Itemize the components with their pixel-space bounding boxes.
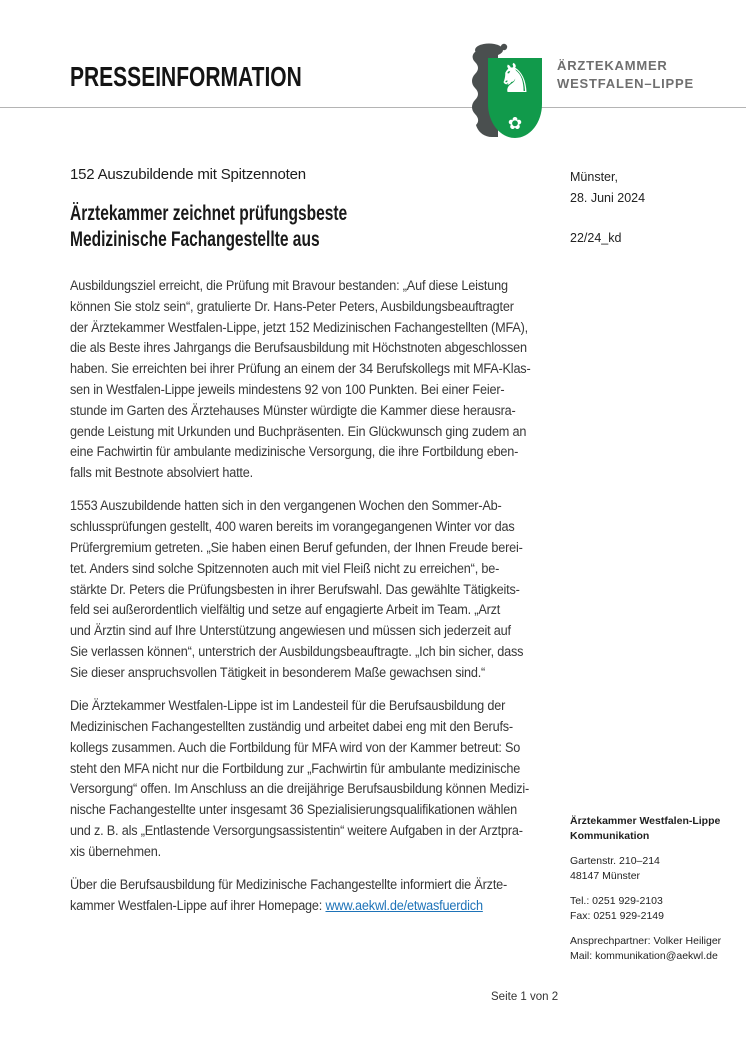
- paragraph: [70, 496, 559, 683]
- kicker: 152 Auszubildende mit Spitzennoten: [70, 166, 306, 183]
- text-line: eine Fachwirtin für ambulante medizinische Versorgung, die ihre Fortbildung eben-: [70, 444, 519, 460]
- westphalian-horse-icon: ♞: [497, 56, 533, 102]
- text-line: Die Ärztekammer Westfalen-Lippe ist im Landesteil für die Berufsausbildung der: [70, 698, 506, 714]
- text-line: xis übernehmen.: [70, 843, 162, 859]
- contact-phone: [570, 894, 721, 924]
- contact-org-line2: Kommunikation: [570, 830, 650, 842]
- contact-person: Ansprechpartner: Volker Heiliger: [570, 935, 722, 947]
- text-line: haben. Sie erreichten bei ihrer Prüfung an einem der 34 Berufskollegs mit MFA-Klas-: [70, 361, 531, 377]
- text-line: die als Beste ihres Jahrgangs die Berufsausbildung mit Höchstnoten abgeschlossen: [70, 340, 527, 356]
- text-line: Sie verlassen können“, unterstrich der Ausbildungsbeauftragte. „Ich bin sicher, dass: [70, 644, 524, 660]
- closing-prefix: kammer Westfalen-Lippe auf ihrer Homepage:: [70, 897, 326, 913]
- contact-person-group: [570, 934, 721, 964]
- text-line: [70, 896, 559, 917]
- dateline-date: 28. Juni 2024: [570, 191, 646, 205]
- text-line: steht den MFA nicht nur die Fortbildung zur „Fachwirtin für ambulante medizinische: [70, 760, 521, 776]
- text-line: tet. Anders sind solche Spitzennoten auch mit viel Fleiß nicht zu erreichen“, be-: [70, 560, 500, 576]
- text-line: kollegs zusammen. Auch die Fortbildung für MFA wird von der Kammer betreut: So: [70, 739, 521, 755]
- article-body: [70, 276, 559, 917]
- closing-paragraph: [70, 875, 559, 917]
- homepage-link[interactable]: www.aekwl.de/etwasfuerdich: [325, 897, 483, 913]
- text-line: Ausbildungsziel erreicht, die Prüfung mit Bravour bestanden: „Auf diese Leistung: [70, 278, 508, 293]
- text-line: nische Fachangestellte unter insgesamt 36 Spezialisierungsqualifikationen wählen: [70, 802, 518, 818]
- contact-org: [570, 814, 721, 844]
- headline: [70, 201, 347, 253]
- text-line: und Ärztin sind auf Ihre Unterstützung angewiesen und müssen sich jederzeit auf: [70, 623, 511, 639]
- text-line: und z. B. als „Entlastende Versorgungsassistentin“ weitere Aufgaben in der Arztpra-: [70, 822, 523, 838]
- dateline-block: [570, 167, 645, 249]
- text-line: schlussprüfungen gestellt, 400 waren bereits im vorangegangenen Winter vor das: [70, 519, 515, 535]
- text-line: der Ärztekammer Westfalen-Lippe, jetzt 152 Medizinischen Fachangestellten (MFA),: [70, 319, 529, 335]
- coat-of-arms-shield: [488, 58, 542, 138]
- contact-city: 48147 Münster: [570, 870, 641, 882]
- text-line: sen in Westfalen-Lippe jeweils mindestens 92 von 100 Punkten. Bei einer Feier-: [70, 381, 505, 397]
- headline-line1: Ärztekammer zeichnet prüfungsbeste: [70, 202, 348, 225]
- text-line: Medizinischen Fachangestellten zuständig und arbeitet dabei eng mit den Berufs-: [70, 718, 513, 734]
- page-title: PRESSEINFORMATION: [70, 61, 302, 92]
- text-line: stunde im Garten des Ärztehauses Münster würdigte die Kammer diese herausra-: [70, 402, 516, 418]
- org-name-line1: ÄRZTEKAMMER: [557, 58, 668, 73]
- contact-street: Gartenstr. 210–214: [570, 855, 660, 867]
- text-line: können Sie stolz sein“, gratulierte Dr. Hans-Peter Peters, Ausbildungsbeauftragter: [70, 298, 514, 314]
- contact-mail: Mail: kommunikation@aekwl.de: [570, 950, 718, 962]
- dateline-city: Münster,: [570, 170, 618, 184]
- lippe-rose-icon: ✿: [507, 114, 523, 134]
- body-paragraphs: [70, 276, 559, 863]
- headline-line2: Medizinische Fachangestellte aus: [70, 228, 320, 251]
- paragraph: [70, 276, 559, 484]
- text-line: Sie dieser anspruchsvollen Tätigkeit in besonderem Maße gewachsen sind.“: [70, 664, 486, 680]
- contact-address: [570, 854, 721, 884]
- page-number: Seite 1 von 2: [491, 991, 559, 1003]
- contact-fax: Fax: 0251 929-2149: [570, 910, 664, 922]
- paragraph: [70, 696, 559, 862]
- text-line: Über die Berufsausbildung für Medizinische Fachangestellte informiert die Ärzte-: [70, 877, 508, 893]
- text-line: falls mit Bestnote absolviert hatte.: [70, 465, 253, 481]
- org-name: [557, 57, 694, 93]
- contact-tel: Tel.: 0251 929-2103: [570, 895, 663, 907]
- reference-number: 22/24_kd: [570, 231, 622, 245]
- text-line: Prüfergremium getreten. „Sie haben einen Beruf gefunden, der Ihnen Freude berei-: [70, 540, 523, 556]
- contact-block: [570, 814, 721, 974]
- text-line: gende Leistung mit Urkunden und Buchpräsenten. Ein Glückwunsch ging zudem an: [70, 423, 527, 439]
- contact-org-line1: Ärztekammer Westfalen-Lippe: [570, 815, 721, 827]
- text-line: Versorgung“ offen. Im Anschluss an die dreijährige Berufsausbildung können Medizi-: [70, 781, 530, 797]
- header-divider: [0, 107, 746, 108]
- org-name-line2: WESTFALEN–LIPPE: [557, 76, 694, 91]
- text-line: feld sei außerordentlich vielfältig und setze auf engagierte Arbeit im Team. „Arzt: [70, 602, 501, 618]
- text-line: stärkte Dr. Peters die Prüfungsbesten in ihrer Berufswahl. Das gewählte Tätigkeits-: [70, 581, 520, 597]
- text-line: 1553 Auszubildende hatten sich in den vergangenen Wochen den Sommer-Ab-: [70, 498, 502, 514]
